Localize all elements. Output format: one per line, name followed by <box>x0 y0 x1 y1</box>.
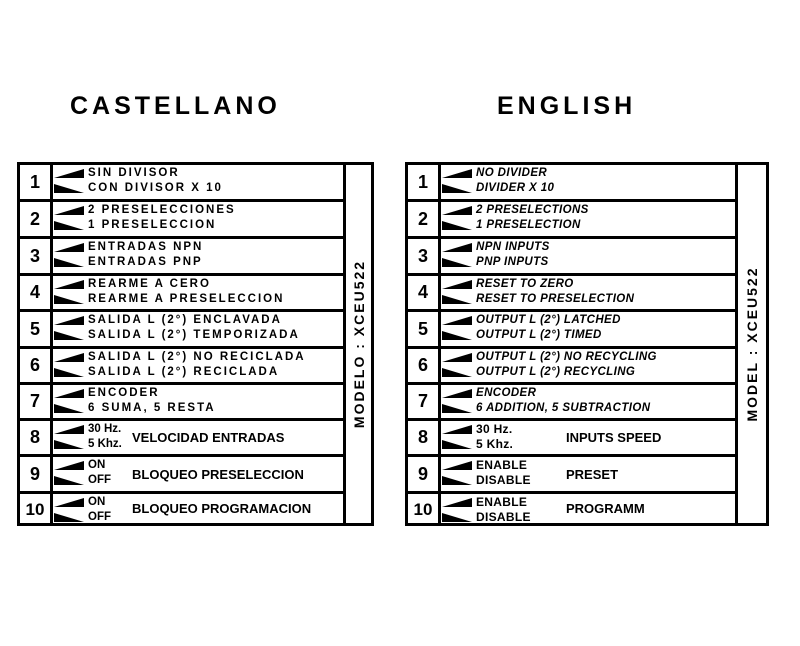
option-up-label: ENCODER <box>88 387 160 399</box>
switch-position-down <box>442 437 513 451</box>
switch-number: 10 <box>20 494 53 526</box>
switch-position-down <box>54 255 203 269</box>
switch-number: 4 <box>20 276 53 309</box>
arrow-left-icon <box>54 206 84 215</box>
arrow-left-icon <box>54 425 84 434</box>
arrow-right-icon <box>54 331 84 340</box>
option-down-label: 1 PRESELECTION <box>476 219 581 231</box>
switch-number: 9 <box>20 457 53 491</box>
option-up-label: NPN INPUTS <box>476 241 550 253</box>
option-up-label: 2 PRESELECCIONES <box>88 204 236 216</box>
arrow-right-icon <box>54 258 84 267</box>
switch-position-down <box>442 292 634 306</box>
option-up-label: OUTPUT L (2°) NO RECYCLING <box>476 351 657 363</box>
switch-row <box>20 312 346 349</box>
switch-position-up <box>442 166 547 180</box>
switch-row <box>20 421 346 457</box>
arrow-left-icon <box>442 498 472 507</box>
switch-position-up <box>442 350 657 364</box>
switch-row <box>20 202 346 239</box>
switch-position-down <box>54 510 111 524</box>
switch-row <box>408 276 735 312</box>
arrow-right-icon <box>442 221 472 230</box>
switch-position-down <box>442 401 650 415</box>
arrow-left-icon <box>54 316 84 325</box>
switch-position-down <box>54 401 216 415</box>
switch-position-down <box>442 255 549 269</box>
switch-function-label: PRESET <box>566 466 619 482</box>
arrow-left-icon <box>54 498 84 507</box>
option-down-label: 6 ADDITION, 5 SUBTRACTION <box>476 402 651 414</box>
arrow-right-icon <box>54 404 84 413</box>
english-rows <box>408 165 735 523</box>
option-down-label: OUTPUT L (2°) TIMED <box>476 329 602 341</box>
arrow-right-icon <box>442 331 472 340</box>
option-up-label: SALIDA L (2°) ENCLAVADA <box>88 314 282 326</box>
switch-number: 2 <box>20 202 53 236</box>
option-up-label: 2 PRESELECTIONS <box>476 204 589 216</box>
switch-position-down <box>442 328 602 342</box>
option-up-label: ENCODER <box>476 387 537 399</box>
switch-position-up <box>442 422 512 436</box>
switch-number: 8 <box>20 421 53 454</box>
arrow-left-icon <box>54 280 84 289</box>
option-down-label: 5 Khz. <box>88 438 122 450</box>
switch-position-down <box>54 181 223 195</box>
arrow-right-icon <box>54 513 84 522</box>
switch-position-up <box>54 458 105 472</box>
switch-number: 7 <box>408 385 441 418</box>
english-switch-table <box>405 162 769 526</box>
option-down-label: OFF <box>88 511 111 523</box>
switch-number: 5 <box>408 312 441 346</box>
switch-function-label: VELOCIDAD ENTRADAS <box>132 430 285 445</box>
switch-row <box>408 457 735 494</box>
switch-position-down <box>54 292 284 306</box>
arrow-left-icon <box>54 389 84 398</box>
heading-castellano: CASTELLANO <box>70 92 281 120</box>
switch-row <box>408 385 735 421</box>
switch-row <box>408 421 735 457</box>
option-down-label: 1 PRESELECCION <box>88 219 217 231</box>
arrow-right-icon <box>54 295 84 304</box>
switch-position-up <box>54 313 282 327</box>
arrow-right-icon <box>54 440 84 449</box>
switch-number: 7 <box>20 385 53 418</box>
arrow-left-icon <box>442 425 472 434</box>
option-up-label: ON <box>88 496 106 508</box>
option-down-label: SALIDA L (2°) TEMPORIZADA <box>88 329 300 341</box>
option-down-label: OFF <box>88 474 111 486</box>
option-down-label: 6 SUMA, 5 RESTA <box>88 402 216 414</box>
arrow-left-icon <box>442 206 472 215</box>
switch-function-label: PROGRAMM <box>566 501 645 516</box>
option-down-label: 5 Khz. <box>476 437 514 451</box>
switch-number: 6 <box>408 349 441 382</box>
switch-position-up <box>54 203 236 217</box>
switch-position-up <box>442 277 574 291</box>
switch-number: 9 <box>408 457 441 491</box>
switch-number: 3 <box>408 239 441 273</box>
switch-position-up <box>442 240 550 254</box>
switch-position-down <box>442 365 635 379</box>
arrow-right-icon <box>54 476 84 485</box>
arrow-right-icon <box>442 184 472 193</box>
option-down-label: SALIDA L (2°) RECICLADA <box>88 366 280 378</box>
switch-position-down <box>54 218 216 232</box>
option-down-label: RESET TO PRESELECTION <box>476 293 635 305</box>
arrow-right-icon <box>442 295 472 304</box>
arrow-left-icon <box>54 169 84 178</box>
switch-number: 3 <box>20 239 53 273</box>
option-up-label: RESET TO ZERO <box>476 278 574 290</box>
switch-row <box>20 165 346 202</box>
switch-position-down <box>54 437 122 451</box>
switch-number: 10 <box>408 494 441 526</box>
arrow-left-icon <box>442 461 472 470</box>
option-down-label: CON DIVISOR X 10 <box>88 182 223 194</box>
switch-position-down <box>442 181 554 195</box>
option-down-label: DIVIDER X 10 <box>476 182 555 194</box>
option-up-label: ENABLE <box>476 495 528 509</box>
switch-position-down <box>442 473 531 487</box>
switch-position-up <box>54 495 105 509</box>
switch-position-up <box>442 386 536 400</box>
switch-position-up <box>442 495 527 509</box>
switch-number: 1 <box>408 165 441 199</box>
switch-number: 4 <box>408 276 441 309</box>
option-down-label: DISABLE <box>476 510 531 524</box>
switch-position-up <box>54 240 203 254</box>
arrow-right-icon <box>442 513 472 522</box>
option-up-label: ENTRADAS NPN <box>88 241 204 253</box>
arrow-left-icon <box>442 169 472 178</box>
switch-position-down <box>442 510 531 524</box>
arrow-left-icon <box>442 389 472 398</box>
switch-row <box>20 239 346 276</box>
switch-number: 1 <box>20 165 53 199</box>
switch-row <box>408 239 735 276</box>
arrow-left-icon <box>442 280 472 289</box>
switch-row <box>20 385 346 421</box>
option-up-label: SALIDA L (2°) NO RECICLADA <box>88 351 306 363</box>
switch-row <box>20 494 346 526</box>
arrow-right-icon <box>54 221 84 230</box>
option-down-label: PNP INPUTS <box>476 256 549 268</box>
switch-row <box>408 202 735 239</box>
option-up-label: 30 Hz. <box>476 422 513 436</box>
arrow-right-icon <box>442 476 472 485</box>
switch-position-up <box>54 422 121 436</box>
arrow-right-icon <box>442 258 472 267</box>
option-down-label: OUTPUT L (2°) RECYCLING <box>476 366 636 378</box>
switch-function-label: BLOQUEO PROGRAMACION <box>132 501 312 516</box>
option-down-label: REARME A PRESELECCION <box>88 293 285 305</box>
spanish-model-column <box>343 165 371 523</box>
arrow-right-icon <box>442 368 472 377</box>
switch-position-up <box>54 386 160 400</box>
switch-row <box>408 349 735 385</box>
arrow-left-icon <box>442 353 472 362</box>
spanish-rows <box>20 165 346 523</box>
arrow-left-icon <box>54 243 84 252</box>
english-model-label: MODEL : XCEU522 <box>744 266 760 422</box>
arrow-left-icon <box>54 461 84 470</box>
switch-position-down <box>442 218 581 232</box>
english-model-column <box>735 165 766 523</box>
switch-position-down <box>54 365 279 379</box>
switch-position-down <box>54 473 111 487</box>
option-up-label: OUTPUT L (2°) LATCHED <box>476 314 621 326</box>
switch-row <box>20 457 346 494</box>
switch-number: 2 <box>408 202 441 236</box>
switch-function-label: BLOQUEO PRESELECCION <box>132 466 304 482</box>
arrow-right-icon <box>54 368 84 377</box>
switch-number: 8 <box>408 421 441 454</box>
arrow-left-icon <box>442 243 472 252</box>
arrow-left-icon <box>54 353 84 362</box>
option-up-label: NO DIVIDER <box>476 167 548 179</box>
switch-position-up <box>442 203 589 217</box>
switch-row <box>20 276 346 312</box>
arrow-right-icon <box>442 404 472 413</box>
switch-position-up <box>54 277 211 291</box>
heading-english: ENGLISH <box>497 92 637 120</box>
option-up-label: SIN DIVISOR <box>88 167 180 179</box>
arrow-right-icon <box>442 440 472 449</box>
option-down-label: DISABLE <box>476 473 531 487</box>
switch-position-up <box>442 458 527 472</box>
switch-row <box>20 349 346 385</box>
switch-row <box>408 494 735 526</box>
spanish-model-label: MODELO : XCEU522 <box>350 259 367 429</box>
option-up-label: ON <box>88 459 106 471</box>
option-up-label: REARME A CERO <box>88 278 211 290</box>
option-up-label: 30 Hz. <box>88 423 122 435</box>
switch-number: 6 <box>20 349 53 382</box>
switch-position-down <box>54 328 300 342</box>
switch-position-up <box>54 350 306 364</box>
option-up-label: ENABLE <box>476 458 528 472</box>
switch-number: 5 <box>20 312 53 346</box>
switch-row <box>408 165 735 202</box>
switch-position-up <box>442 313 621 327</box>
arrow-right-icon <box>54 184 84 193</box>
arrow-left-icon <box>442 316 472 325</box>
switch-row <box>408 312 735 349</box>
switch-position-up <box>54 166 180 180</box>
option-down-label: ENTRADAS PNP <box>88 256 203 268</box>
spanish-switch-table <box>17 162 374 526</box>
switch-function-label: INPUTS SPEED <box>566 430 662 445</box>
